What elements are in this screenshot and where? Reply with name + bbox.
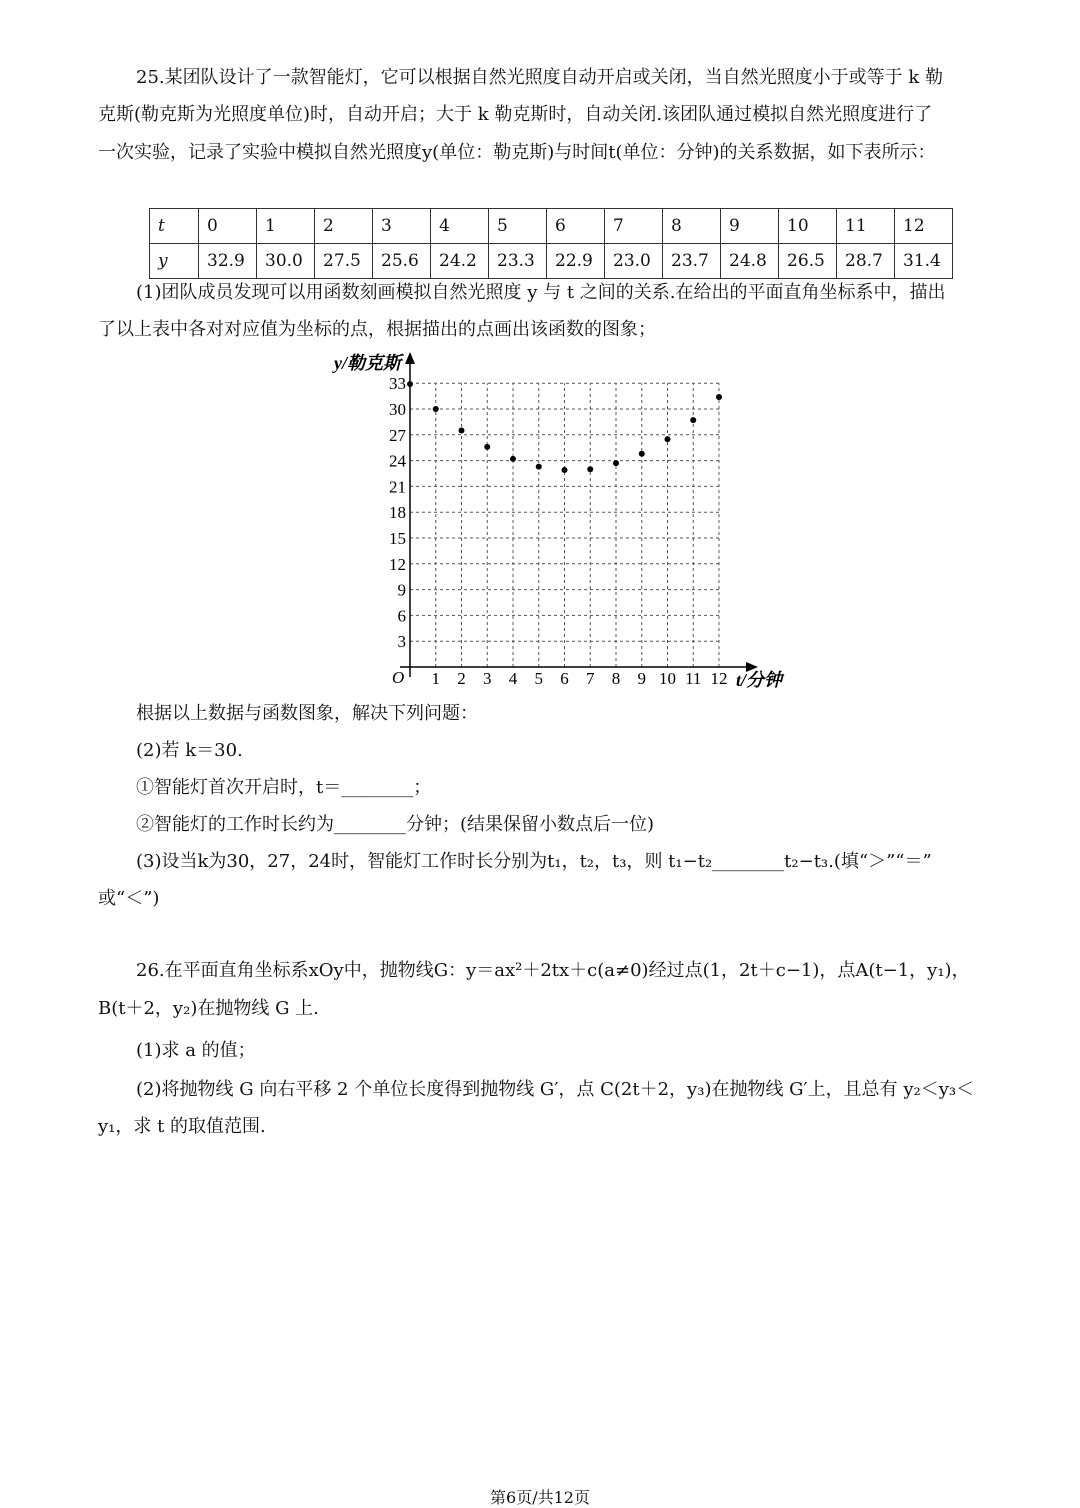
y-tick-label: 18: [389, 503, 406, 523]
y-tick-label: 15: [389, 529, 406, 548]
table-cell: 12: [895, 209, 953, 244]
table-cell: 23.3: [489, 244, 547, 279]
q26-line-2: B(t＋2，y₂)在抛物线 G 上.: [98, 998, 319, 1019]
table-cell: 26.5: [779, 244, 837, 279]
q25-intro-line-3: 一次实验，记录了实验中模拟自然光照度y(单位：勒克斯)与时间t(单位：分钟)的关系数据，如下表所示：: [98, 142, 936, 163]
x-tick-label: 4: [508, 669, 518, 688]
table-cell: 24.8: [721, 244, 779, 279]
table-cell: 28.7: [837, 244, 895, 279]
table-cell: 27.5: [315, 244, 373, 279]
origin-label: O: [392, 668, 405, 687]
table-cell: 9: [721, 209, 779, 244]
data-point: [716, 394, 722, 400]
data-point: [613, 460, 619, 466]
y-tick-label: 3: [397, 632, 406, 652]
table-cell: 6: [547, 209, 605, 244]
y-tick-label: 21: [389, 477, 406, 497]
data-point: [562, 467, 568, 473]
table-cell: 32.9: [199, 244, 257, 279]
q25-intro-line-2: 克斯(勒克斯为光照度单位)时，自动开启；大于 k 勒克斯时，自动关闭.该团队通过模拟自然光照度进行了: [98, 104, 933, 125]
x-tick-label: 5: [534, 669, 543, 688]
q25-part2-b: ②智能灯的工作时长约为________分钟；(结果保留小数点后一位): [136, 814, 655, 835]
y-tick-label: 9: [397, 580, 406, 600]
q25-part1-line-2: 了以上表中各对对应值为坐标的点，根据描出的点画出该函数的图象；: [98, 319, 656, 340]
table-header-t: t: [150, 209, 199, 244]
x-tick-label: 2: [457, 669, 466, 688]
table-cell: 7: [605, 209, 663, 244]
x-tick-label: 11: [685, 669, 702, 688]
q25-part2-a: ①智能灯首次开启时，t＝________；: [136, 777, 432, 798]
data-point: [665, 436, 671, 442]
data-point: [639, 451, 645, 457]
x-tick-label: 7: [586, 669, 595, 688]
y-tick-label: 27: [389, 425, 406, 445]
x-tick-label: 9: [637, 669, 646, 688]
x-tick-label: 6: [560, 669, 569, 688]
table-cell: 10: [779, 209, 837, 244]
q25-intro-line-1: 25.某团队设计了一款智能灯，它可以根据自然光照度自动开启或关闭，当自然光照度小于或等于 k 勒: [136, 67, 943, 88]
data-point: [433, 406, 439, 412]
table-header-y: y: [150, 244, 199, 279]
data-point: [407, 381, 413, 387]
y-tick-label: 6: [397, 606, 406, 626]
y-tick-label: 12: [389, 554, 406, 574]
y-tick-label: 33: [389, 374, 406, 394]
table-cell: 3: [373, 209, 431, 244]
q25-part3-line-2: 或“＜”): [98, 888, 160, 909]
y-tick-label: 30: [389, 400, 406, 419]
x-tick-label: 3: [483, 669, 492, 688]
table-cell: 23.0: [605, 244, 663, 279]
table-cell: 25.6: [373, 244, 431, 279]
q26-part1: (1)求 a 的值；: [136, 1040, 256, 1061]
table-cell: 8: [663, 209, 721, 244]
scatter-chart: [0, 0, 1080, 700]
q25-part1-line-1: (1)团队成员发现可以用函数刻画模拟自然光照度 y 与 t 之间的关系.在给出的平面直角坐标系中，描出: [136, 282, 946, 303]
x-tick-label: 1: [431, 669, 440, 688]
table-cell: 24.2: [431, 244, 489, 279]
table-cell: 22.9: [547, 244, 605, 279]
data-point: [587, 466, 593, 472]
table-cell: 23.7: [663, 244, 721, 279]
table-cell: 2: [315, 209, 373, 244]
page-footer: 第6页/共12页: [490, 1488, 590, 1507]
data-point: [690, 417, 696, 423]
x-axis-label: t/分钟: [736, 670, 783, 690]
q25-part2: (2)若 k＝30.: [136, 740, 243, 761]
y-axis-label: y/勒克斯: [334, 353, 401, 373]
table-cell: 11: [837, 209, 895, 244]
y-tick-label: 24: [389, 451, 406, 471]
table-cell: 1: [257, 209, 315, 244]
table-cell: 31.4: [895, 244, 953, 279]
q26-line-1: 26.在平面直角坐标系xOy中，抛物线G：y＝ax²＋2tx＋c(a≠0)经过点(1，2t＋c−1)，点A(t−1，y₁)，: [136, 960, 970, 981]
table-cell: 30.0: [257, 244, 315, 279]
q26-part2-line-2: y₁，求 t 的取值范围.: [98, 1116, 266, 1137]
data-point: [459, 428, 465, 434]
data-point: [484, 444, 490, 450]
q25-part3-line-1: (3)设当k为30，27，24时，智能灯工作时长分别为t₁，t₂，t₃，则 t₁−t₂________t₂−t₃.(填“＞”“＝”: [136, 851, 932, 872]
x-tick-label: 10: [659, 669, 676, 688]
table-cell: 4: [431, 209, 489, 244]
x-tick-label: 12: [710, 669, 728, 688]
x-tick-label: 8: [611, 669, 621, 688]
data-point: [510, 456, 516, 462]
table-cell: 0: [199, 209, 257, 244]
q25-after-graph: 根据以上数据与函数图象，解决下列问题：: [136, 703, 478, 724]
data-point: [536, 464, 542, 470]
q26-part2-line-1: (2)将抛物线 G 向右平移 2 个单位长度得到抛物线 G′，点 C(2t＋2，y₃)在抛物线 G′上，且总有 y₂＜y₃＜: [136, 1079, 975, 1100]
table-cell: 5: [489, 209, 547, 244]
y-axis-arrow: [405, 352, 415, 364]
